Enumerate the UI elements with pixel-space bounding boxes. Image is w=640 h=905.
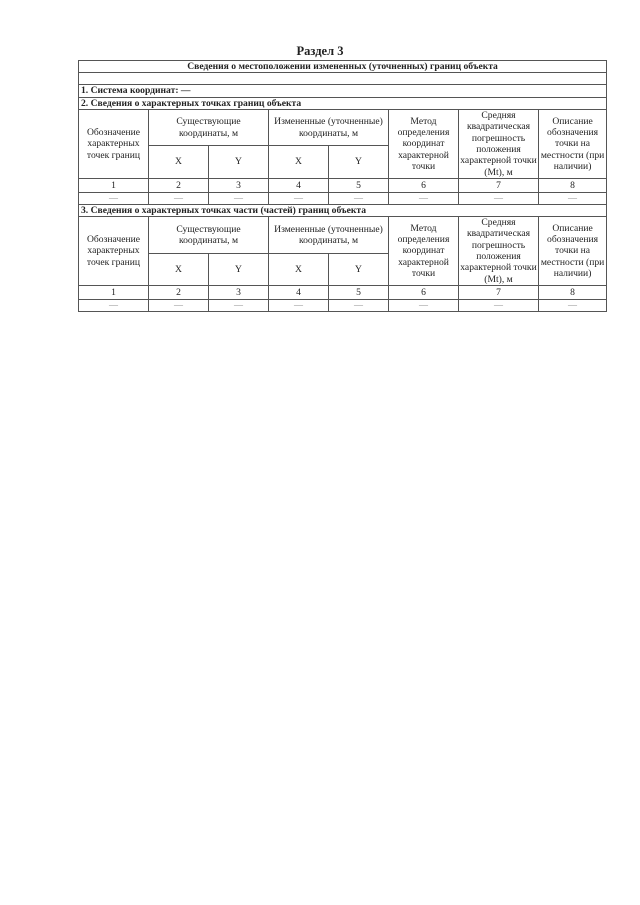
table-cell: — — [269, 300, 329, 312]
part2-number-row — [79, 178, 607, 192]
col-number: 8 — [539, 286, 607, 300]
header-changed-y: Y — [329, 253, 389, 285]
col-number: 2 — [149, 178, 209, 192]
table-title: Сведения о местоположении измененных (уточненных) границ объекта — [79, 61, 607, 73]
header-description: Описание обозначения точки на местности (при наличии) — [539, 109, 607, 178]
table-cell: — — [389, 192, 459, 204]
spacer-row — [79, 73, 607, 85]
col-number: 2 — [149, 286, 209, 300]
coord-system: 1. Система координат: — — [79, 85, 607, 97]
header-designation: Обозначение характерных точек границ — [79, 109, 149, 178]
col-number: 5 — [329, 178, 389, 192]
col-number: 4 — [269, 286, 329, 300]
header-changed-x: X — [269, 146, 329, 178]
col-number: 5 — [329, 286, 389, 300]
header-existing-x: X — [149, 253, 209, 285]
col-number: 1 — [79, 178, 149, 192]
table-cell: — — [539, 192, 607, 204]
header-changed: Измененные (уточненные) координаты, м — [269, 217, 389, 254]
part2-title: 2. Сведения о характерных точках границ объекта — [79, 97, 607, 109]
part2-title-row — [79, 97, 607, 109]
part3-number-row — [79, 286, 607, 300]
table-cell: — — [329, 192, 389, 204]
table-cell: — — [79, 300, 149, 312]
part2-empty-row — [79, 192, 607, 204]
part3-title: 3. Сведения о характерных точках части (частей) границ объекта — [79, 204, 607, 216]
header-existing-y: Y — [209, 146, 269, 178]
col-number: 8 — [539, 178, 607, 192]
part2-header-row — [79, 109, 607, 146]
table-cell: — — [149, 192, 209, 204]
header-existing: Существующие координаты, м — [149, 217, 269, 254]
table-cell: — — [539, 300, 607, 312]
part3-title-row — [79, 204, 607, 216]
col-number: 6 — [389, 178, 459, 192]
col-number: 4 — [269, 178, 329, 192]
col-number: 7 — [459, 286, 539, 300]
col-number: 1 — [79, 286, 149, 300]
table-title-row — [79, 61, 607, 73]
table-cell: — — [459, 300, 539, 312]
boundary-table — [78, 60, 607, 312]
header-existing-y: Y — [209, 253, 269, 285]
section-title: Раздел 3 — [296, 44, 344, 58]
table-cell: — — [459, 192, 539, 204]
header-designation: Обозначение характерных точек границ — [79, 217, 149, 286]
header-existing: Существующие координаты, м — [149, 109, 269, 146]
header-changed-x: X — [269, 253, 329, 285]
table-cell: — — [329, 300, 389, 312]
header-method: Метод определения координат характерной точки — [389, 109, 459, 178]
table-cell: — — [209, 192, 269, 204]
table-cell: — — [209, 300, 269, 312]
part3-empty-row — [79, 300, 607, 312]
col-number: 3 — [209, 286, 269, 300]
col-number: 6 — [389, 286, 459, 300]
header-error: Средняя квадратическая погрешность положения характерной точки (Mt), м — [460, 217, 537, 285]
header-description: Описание обозначения точки на местности (при наличии) — [539, 217, 607, 286]
table-cell: — — [269, 192, 329, 204]
col-number: 3 — [209, 178, 269, 192]
col-number: 7 — [459, 178, 539, 192]
header-changed-y: Y — [329, 146, 389, 178]
coord-system-row — [79, 85, 607, 97]
table-cell: — — [149, 300, 209, 312]
table-cell: — — [79, 192, 149, 204]
part3-header-row — [79, 217, 607, 254]
header-method: Метод определения координат характерной точки — [389, 217, 459, 286]
header-changed: Измененные (уточненные) координаты, м — [269, 109, 389, 146]
table-cell: — — [389, 300, 459, 312]
header-error: Средняя квадратическая погрешность положения характерной точки (Mt), м — [460, 109, 537, 178]
header-existing-x: X — [149, 146, 209, 178]
